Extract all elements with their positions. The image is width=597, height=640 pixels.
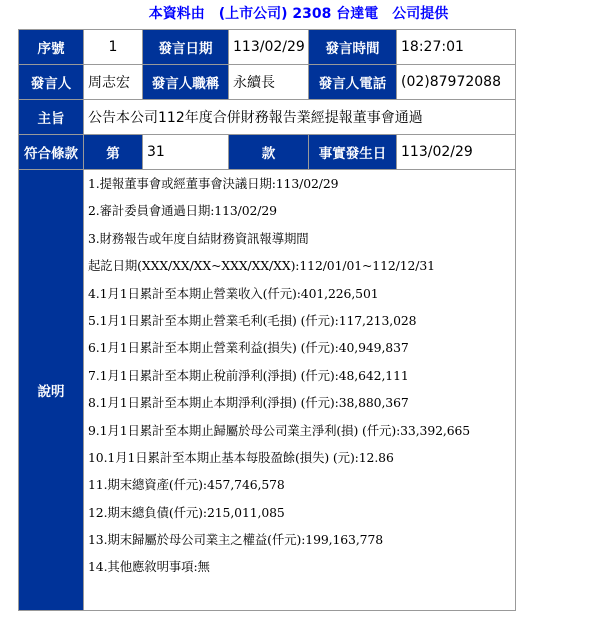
speaker-title-value: 永續長: [229, 65, 309, 100]
announce-date-value: 113/02/29: [229, 30, 309, 65]
announce-time-value: 18:27:01: [397, 30, 516, 65]
subject-value: 公告本公司112年度合併財務報告業經提報董事會通過: [84, 100, 516, 135]
announcement-table: [18, 29, 516, 611]
speaker-value: 周志宏: [84, 65, 143, 100]
row-sequence-date-time: [19, 30, 516, 65]
description-line: 1.提報董事會或經董事會決議日期:113/02/29: [88, 176, 339, 191]
description-line: 14.其他應敘明事項:無: [88, 559, 210, 575]
row-description: [19, 170, 516, 611]
description-line: 10.1月1日累計至本期止基本每股盈餘(損失) (元):12.86: [88, 449, 394, 465]
clause-label: 符合條款: [19, 135, 84, 170]
article-value: 31: [143, 135, 229, 170]
description-line: 8.1月1日累計至本期止本期淨利(淨損) (仟元):38,880,367: [88, 395, 409, 411]
description-line: 5.1月1日累計至本期止營業毛利(毛損) (仟元):117,213,028: [88, 312, 417, 328]
description-line: 起訖日期(XXX/XX/XX~XXX/XX/XX):112/01/01~112/12/31: [88, 258, 435, 274]
announcement-source-title: 本資料由 (上市公司) 2308 台達電 公司提供: [148, 6, 449, 22]
speaker-label: 發言人: [19, 65, 84, 100]
subject-label: 主旨: [19, 100, 84, 135]
speaker-phone-value: (02)87972088: [397, 65, 516, 100]
row-speaker: [19, 65, 516, 100]
fact-date-value: 113/02/29: [397, 135, 516, 170]
description-line: 7.1月1日累計至本期止稅前淨利(淨損) (仟元):48,642,111: [88, 367, 409, 383]
description-line: 6.1月1日累計至本期止營業利益(損失) (仟元):40,949,837: [88, 340, 409, 356]
description-label: 說明: [19, 170, 84, 611]
description-line: 3.財務報告或年度自結財務資訊報導期間: [88, 230, 309, 246]
description-line: 9.1月1日累計至本期止歸屬於母公司業主淨利(損) (仟元):33,392,665: [88, 422, 471, 438]
seq-label: 序號: [19, 30, 84, 65]
speaker-phone-label: 發言人電話: [309, 65, 397, 100]
paragraph-label: 款: [229, 135, 309, 170]
row-subject: [19, 100, 516, 135]
article-label: 第: [84, 135, 143, 170]
description-body: [84, 170, 516, 611]
announce-time-label: 發言時間: [309, 30, 397, 65]
announce-date-label: 發言日期: [143, 30, 229, 65]
seq-value: 1: [84, 30, 143, 65]
fact-date-label: 事實發生日: [309, 135, 397, 170]
description-line: 2.審計委員會通過日期:113/02/29: [88, 203, 277, 219]
speaker-title-label: 發言人職稱: [143, 65, 229, 100]
row-clause: [19, 135, 516, 170]
description-line: 4.1月1日累計至本期止營業收入(仟元):401,226,501: [88, 285, 379, 301]
description-line: 11.期末總資產(仟元):457,746,578: [88, 477, 285, 493]
description-line: 13.期末歸屬於母公司業主之權益(仟元):199,163,778: [88, 532, 384, 548]
description-line: 12.期末總負債(仟元):215,011,085: [88, 504, 285, 520]
